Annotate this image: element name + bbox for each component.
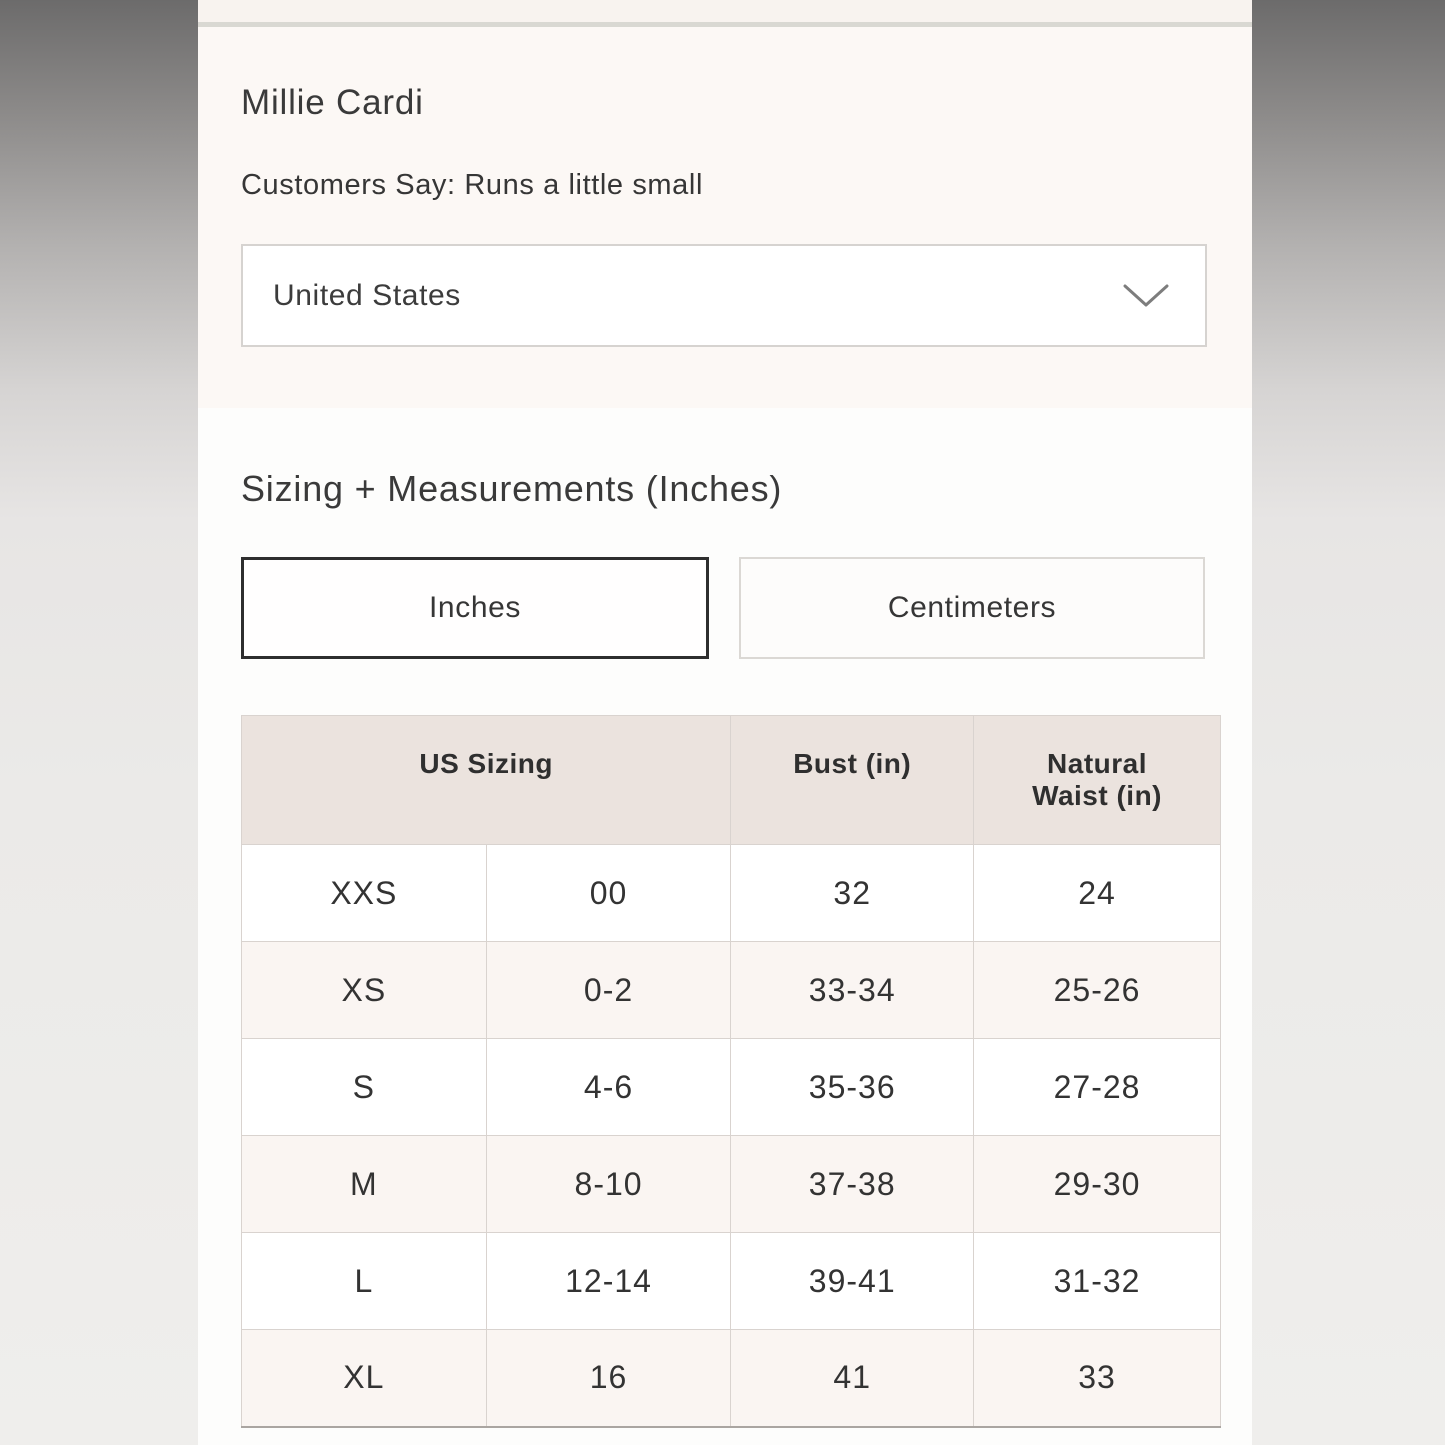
us-size-cell: 12-14 [486,1233,731,1330]
column-header-bust: Bust (in) [731,716,974,845]
bust-cell: 33-34 [731,942,974,1039]
waist-cell: 25-26 [974,942,1221,1039]
waist-cell: 27-28 [974,1039,1221,1136]
table-row [242,1039,1221,1136]
size-label-cell: M [242,1136,487,1233]
size-label-cell: S [242,1039,487,1136]
centimeters-toggle-button[interactable]: Centimeters [739,557,1205,659]
bust-cell: 39-41 [731,1233,974,1330]
us-size-cell: 0-2 [486,942,731,1039]
sizing-section [198,408,1252,1428]
country-dropdown[interactable] [241,244,1207,347]
bust-cell: 41 [731,1330,974,1427]
table-row [242,845,1221,942]
bust-cell: 35-36 [731,1039,974,1136]
product-intro-section [198,27,1252,408]
us-size-cell: 16 [486,1330,731,1427]
waist-cell: 24 [974,845,1221,942]
product-title: Millie Cardi [241,83,424,122]
size-label-cell: XS [242,942,487,1039]
size-label-cell: XL [242,1330,487,1427]
us-size-cell: 8-10 [486,1136,731,1233]
bust-cell: 37-38 [731,1136,974,1233]
waist-cell: 33 [974,1330,1221,1427]
waist-cell: 29-30 [974,1136,1221,1233]
size-guide-panel [198,0,1252,1445]
unit-toggle-group [241,557,1207,659]
column-header-us-sizing: US Sizing [242,716,731,845]
table-row [242,1136,1221,1233]
table-row [242,1330,1221,1427]
table-row [242,1233,1221,1330]
panel-top-strip [198,0,1252,27]
table-header-row [242,716,1221,845]
us-size-cell: 00 [486,845,731,942]
column-header-natural-waist: Natural Waist (in) [974,716,1221,845]
size-label-cell: XXS [242,845,487,942]
bust-cell: 32 [731,845,974,942]
us-size-cell: 4-6 [486,1039,731,1136]
sizing-heading: Sizing + Measurements (Inches) [241,468,783,509]
inches-toggle-button[interactable]: Inches [241,557,709,659]
table-row [242,942,1221,1039]
size-label-cell: L [242,1233,487,1330]
customers-say-text: Customers Say: Runs a little small [241,169,703,201]
chevron-down-icon [1123,283,1169,309]
country-dropdown-value: United States [273,278,461,312]
size-chart-table [241,715,1221,1428]
waist-cell: 31-32 [974,1233,1221,1330]
